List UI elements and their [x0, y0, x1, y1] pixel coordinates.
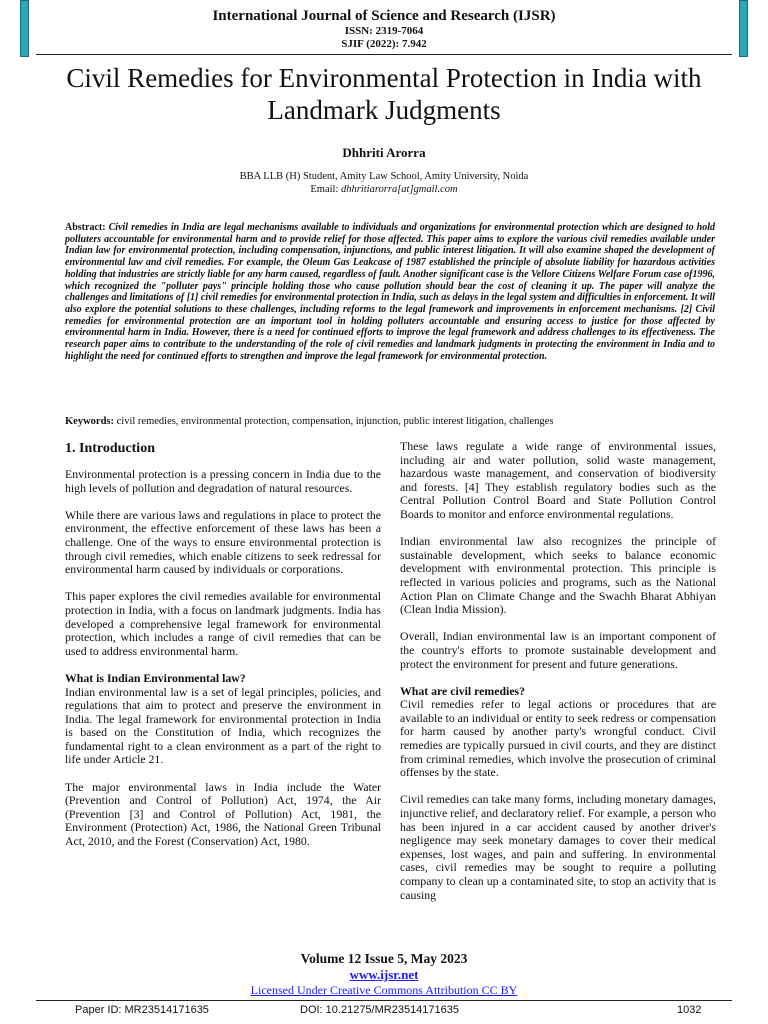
subheading-civil-remedies: What are civil remedies? [400, 683, 526, 698]
right-column [400, 440, 716, 916]
doi: DOI: 10.21275/MR23514171635 [300, 1004, 460, 1016]
keywords [65, 415, 715, 428]
abstract [65, 222, 715, 362]
email-address: dhhritiarorra[at]gmail.com [341, 184, 458, 195]
paragraph: While there are various laws and regulations in place to protect the environment, the effective enforcement of these laws has been a challenge. One of the ways to ensure environmental protection is through civil remedies, which enable citizens to seek redressal for environmental harm caused by individuals or corporations. [65, 507, 381, 577]
license-link[interactable]: Licensed Under Creative Commons Attribution CC BY [250, 983, 518, 997]
section-heading-introduction: 1. Introduction [65, 441, 155, 456]
header-divider [36, 54, 732, 55]
subheading-indian-environmental-law: What is Indian Environmental law? [65, 670, 246, 685]
website-link[interactable]: www.ijsr.net [349, 967, 419, 982]
email-line [0, 183, 768, 196]
paragraph: Civil remedies refer to legal actions or procedures that are available to an individual or entity to seek redress or compensation for harm caused by another party's wrongful conduct. Civil remedies are typically pursued in civil courts, and they are distinct from criminal remedies, which involve the prosecution of criminal offenses by the state. [400, 697, 716, 780]
paper-id: Paper ID: MR23514171635 [75, 1004, 209, 1016]
sjif: SJIF (2022): 7.942 [341, 38, 427, 50]
page-number: 1032 [677, 1004, 702, 1016]
paragraph: This paper explores the civil remedies available for environmental protection in India, with a focus on landmark judgments. India has developed a comprehensive legal framework for environmental protection, which includes a range of civil remedies that can be used to address environmental harm. [65, 589, 381, 658]
journal-name: International Journal of Science and Research (IJSR) [212, 8, 556, 24]
author-affiliation [0, 170, 768, 196]
issn: ISSN: 2319-7064 [344, 25, 424, 37]
keywords-label: Keywords: [65, 416, 114, 427]
paragraph: Civil remedies can take many forms, including monetary damages, injunctive relief, and declaratory relief. For example, a person who has been injured in a car accident caused by another driver's negligence may seek monetary damages to cover their medical expenses, lost wages, and pain and suffering. In environmental cases, civil remedies may be sought to require a polluting company to clean up a contaminated site, to stop an activity that is causing [400, 792, 716, 902]
paragraph: These laws regulate a wide range of environmental issues, including air and water pollution, solid waste management, hazardous waste management, and conservation of biodiversity and forests. [4] They establish regulatory bodies such as the Central Pollution Control Board and State Pollution Control Boards to monitor and enforce environmental regulations. [400, 439, 716, 521]
paragraph: Overall, Indian environmental law is an important component of the country's efforts to promote sustainable development and protect the environment for present and future generations. [400, 629, 716, 671]
left-column [65, 440, 381, 862]
volume-issue: Volume 12 Issue 5, May 2023 [300, 951, 468, 966]
journal-header [0, 8, 768, 51]
abstract-label: Abstract: [65, 222, 106, 233]
paragraph: Indian environmental law also recognizes the principle of sustainable development, which seeks to balance economic development with environmental protection. This principle is reflected in various policies and programs, such as the National Action Plan on Climate Change and the Swachh Bharat Abhiyan (Clean India Mission). [400, 534, 716, 617]
email-label: Email: [310, 184, 339, 195]
abstract-text: Civil remedies in India are legal mechanisms available to individuals and organizations for environmental protection which are designed to hold polluters accountable for environmental harm and to provide relief for those affected. This paper aims to explore the various civil remedies available under Indian law for environmental protection, including compensation, injunctions, and public interest litigation. It will also examine shaped the development of environmental law and civil remedies. For example, the Oleum Gas Leakcase of 1987 established the principle of absolute liability for hazardous activities holding that industries are strictly liable for any harm caused, regardless of fault. Another significant case is the Vellore Citizens Welfare Forum case of1996, which recognized the "polluter pays" principle holding those who cause pollution should bear the cost of cleaning it up. The paper will analyze the challenges and limitations of [1] civil remedies for environmental protection in India, such as delays in the legal system and difficulties in enforcement. It will also explore the potential solutions to these challenges, including reforms to the legal framework and improvements in enforcement mechanisms. [2] Civil remedies for environmental protection are an important tool in holding polluters accountable and ensuring access to justice for those affected by environmental harm in India. However, there is a need for continued efforts to improve the legal framework and address challenges to its effectiveness. The research paper aims to contribute to the understanding of the role of civil remedies and landmark judgments in protecting the environment in India and to highlight the need for continued efforts to strengthen and improve the legal framework for environmental protection. [65, 222, 716, 362]
footer [0, 950, 768, 998]
keywords-text: civil remedies, environmental protection, compensation, injunction, public interest litigation, challenges [116, 416, 554, 427]
author-name: Dhhriti Arorra [342, 145, 426, 160]
paragraph: Indian environmental law is a set of legal principles, policies, and regulations that aim to protect and preserve the environment in India. The legal framework for environmental protection in India is based on the Constitution of India, which recognizes the fundamental right to a clean environment as a part of the right to life under Article 21. [65, 684, 381, 767]
paragraph: Environmental protection is a pressing concern in India due to the high levels of pollution and degradation of natural resources. [65, 467, 381, 495]
paper-title: Civil Remedies for Environmental Protection in India with Landmark Judgments [66, 63, 702, 125]
paragraph: The major environmental laws in India include the Water (Prevention and Control of Pollution) Act, 1974, the Air (Prevention [3] and Control of Pollution) Act, 1981, the Environment (Protection) Act, 1986, the National Green Tribunal Act, 2010, and the Forest (Conservation) Act, 1980. [65, 779, 381, 849]
footer-divider [36, 1000, 732, 1001]
affiliation-text: BBA LLB (H) Student, Amity Law School, Amity University, Noida [239, 171, 529, 182]
